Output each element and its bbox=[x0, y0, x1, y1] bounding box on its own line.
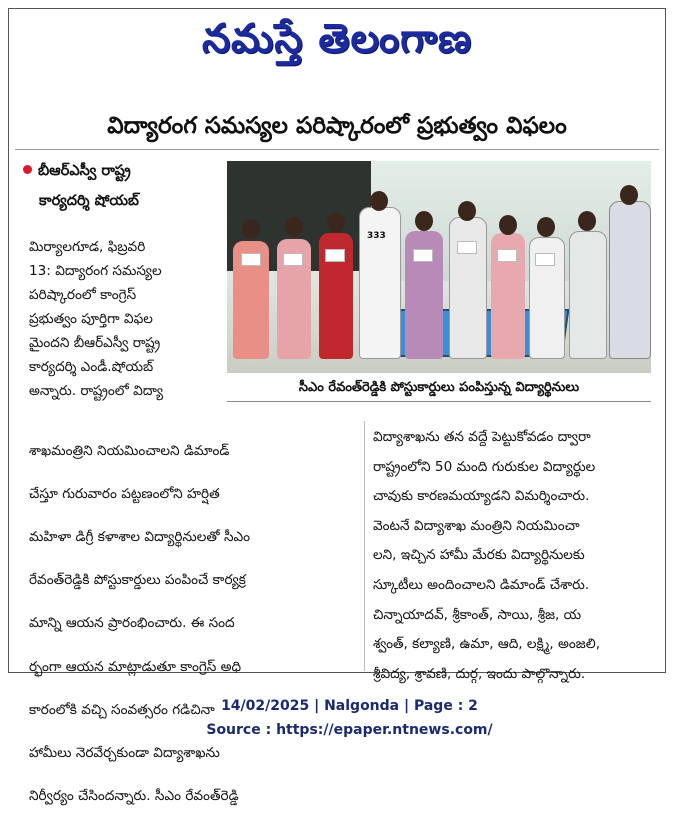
article-column-left bbox=[29, 235, 219, 403]
photo-postcard bbox=[497, 249, 517, 262]
photo-head bbox=[242, 219, 260, 239]
article-line: శాఖమంత్రిని నియమించాలని డిమాండ్ bbox=[29, 442, 230, 459]
article-line: లని, ఇచ్చిన హామీ మేరకు విద్యార్థినులకు bbox=[373, 547, 585, 564]
article-line: మైందని బీఆర్ఎస్వీ రాష్ట్ర bbox=[29, 335, 161, 351]
article-line: 13: విద్యారంగ సమస్యల bbox=[29, 263, 162, 279]
photo-head bbox=[458, 201, 476, 221]
column-divider bbox=[364, 421, 365, 671]
photo-postcard bbox=[413, 249, 433, 262]
shirt-text: 333 bbox=[367, 231, 386, 241]
photo-caption: సీఎం రేవంత్‌రెడ్డికి పోస్టుకార్డులు పంపిస్తున్న విద్యార్థినులు bbox=[227, 375, 651, 402]
photo-head bbox=[537, 217, 555, 237]
article-line: అన్నారు. రాష్ట్రంలో విద్యా bbox=[29, 383, 164, 399]
article-line: చేస్తూ గురువారం పట్టణంలోని హర్షిత bbox=[29, 485, 220, 502]
article-headline: విద్యారంగ సమస్యల పరిష్కారంలో ప్రభుత్వం విఫలం bbox=[107, 113, 567, 139]
byline-text-1: బీఆర్ఎస్వీ రాష్ట్ర bbox=[38, 163, 131, 179]
article-line: ప్రభుత్వం పూర్తిగా విఫల bbox=[29, 311, 153, 327]
article-line: కారంలోకి వచ్చి సంవత్సరం గడిచినా bbox=[29, 701, 215, 718]
footer-dateline: 14/02/2025 | Nalgonda | Page : 2 bbox=[221, 698, 478, 714]
article-line: శ్వంత్, కల్యాణి, ఉమా, ఆది, లక్ష్మి, అంజలి, bbox=[373, 636, 601, 653]
article-line: వెంటనే విద్యాశాఖ మంత్రిని నియమించా bbox=[373, 517, 580, 534]
photo-person bbox=[449, 217, 487, 359]
newspaper-masthead: నమస్తే తెలంగాణ bbox=[201, 15, 473, 62]
article-line: విద్యాశాఖను తన వద్దే పెట్టుకోవడం ద్వారా bbox=[373, 429, 591, 445]
bullet-dot-icon bbox=[23, 165, 32, 174]
photo-head bbox=[578, 211, 596, 231]
article-line: మహిళా డిగ్రీ కళాశాల విద్యార్థినులతో సీఎం bbox=[29, 528, 251, 545]
byline-line-1 bbox=[23, 163, 131, 183]
photo-person-man bbox=[359, 207, 401, 359]
article-line: శ్రీవిద్య, శ్రావణి, దుర్గ, ఇందు పాల్గొన్నారు. bbox=[373, 665, 586, 682]
photo-head bbox=[285, 217, 303, 237]
article-line: హామీలు నెరవేర్చకుండా విద్యాశాఖను bbox=[29, 744, 220, 761]
headline-divider bbox=[15, 149, 659, 150]
article-line: రేవంత్‌రెడ్డికి పోస్టుకార్డులు పంపించే కార్యక్ర bbox=[29, 572, 246, 589]
photo-person bbox=[569, 231, 607, 359]
photo-head bbox=[415, 211, 433, 231]
photo-head bbox=[499, 215, 517, 235]
photo-postcard bbox=[241, 253, 261, 266]
footer-source: Source : https://epaper.ntnews.com/ bbox=[206, 722, 493, 738]
article-column-wide bbox=[29, 423, 354, 825]
article-line: మాన్ని ఆయన ప్రారంభించారు. ఈ సంద bbox=[29, 615, 235, 632]
photo-head bbox=[370, 191, 388, 211]
article-line: ర్భంగా ఆయన మాట్లాడుతూ కాంగ్రెస్ అధి bbox=[29, 658, 242, 675]
article-line: స్కూటీలు అందించాలని డిమాండ్ చేశారు. bbox=[373, 576, 590, 593]
photo-person-man bbox=[609, 201, 651, 359]
photo-head bbox=[620, 185, 638, 205]
article-line: రాష్ట్రంలోని 50 మంది గురుకుల విద్యార్థుల bbox=[373, 458, 596, 475]
article-line: పరిష్కారంలో కాంగ్రెస్ bbox=[29, 287, 137, 303]
photo-postcard bbox=[457, 241, 477, 254]
article-line: చావుకు కారణమయ్యాడని విమర్శించారు. bbox=[373, 488, 590, 505]
article-photo bbox=[227, 161, 651, 373]
photo-head bbox=[327, 213, 345, 233]
photo-postcard bbox=[283, 253, 303, 266]
article-line: మిర్యాలగూడ, ఫిబ్రవరి bbox=[29, 239, 146, 255]
article-line: కార్యదర్శి ఎండీ.షోయబ్ bbox=[29, 359, 154, 375]
photo-postcard bbox=[325, 249, 345, 262]
article-column-right bbox=[373, 423, 663, 689]
article-line: చిన్నాయాదవ్, శ్రీకాంత్, సాయి, శ్రీజ, య bbox=[373, 606, 582, 623]
article-line: నిర్వీర్యం చేసిందన్నారు. సీఎం రేవంత్‌రెడ్డి bbox=[29, 788, 239, 805]
byline-line-2: కార్యదర్శి షోయబ్ bbox=[39, 193, 139, 209]
photo-postcard bbox=[535, 253, 555, 266]
